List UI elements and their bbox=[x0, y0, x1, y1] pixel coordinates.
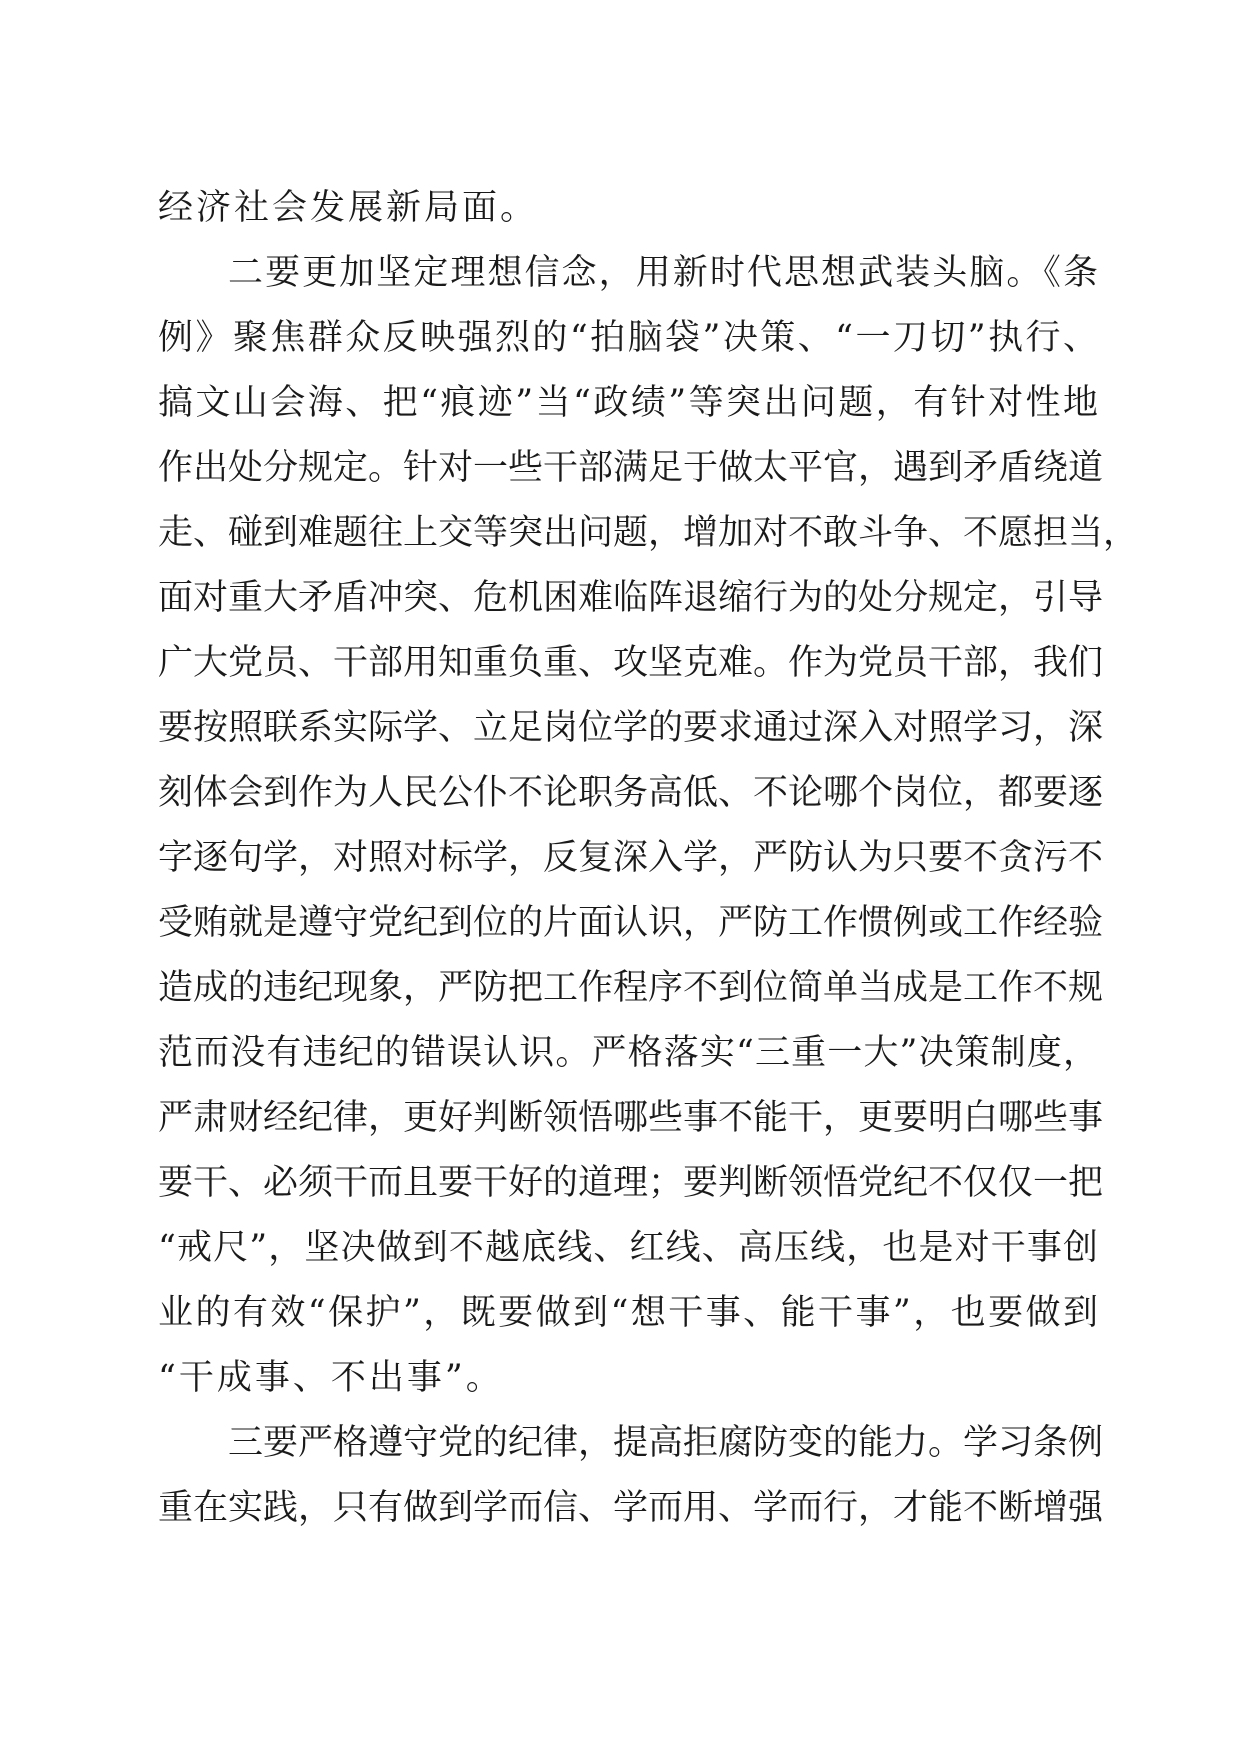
paragraph-2-last-line: “干成事、不出事”。 bbox=[158, 1358, 504, 1398]
text-line: 走、碰到难题往上交等突出问题，增加对不敢斗争、不愿担当， bbox=[158, 513, 1139, 553]
text-line: 造成的违纪现象，严防把工作程序不到位简单当成是工作不规 bbox=[158, 968, 1104, 1008]
document-body bbox=[158, 176, 1139, 1541]
text-line: 严肃财经纪律，更好判断领悟哪些事不能干，更要明白哪些事 bbox=[158, 1098, 1104, 1138]
text-line: 广大党员、干部用知重负重、攻坚克难。作为党员干部，我们 bbox=[158, 643, 1104, 683]
text-line: 作出处分规定。针对一些干部满足于做太平官，遇到矛盾绕道 bbox=[158, 448, 1104, 488]
text-line: 面对重大矛盾冲突、危机困难临阵退缩行为的处分规定，引导 bbox=[158, 578, 1104, 618]
text-line: “戒尺”，坚决做到不越底线、红线、高压线，也是对干事创 bbox=[158, 1228, 1098, 1268]
text-line: 要干、必须干而且要干好的道理；要判断领悟党纪不仅仅一把 bbox=[158, 1163, 1104, 1203]
paragraph-2-first-line: 二要更加坚定理想信念，用新时代思想武装头脑。《条 bbox=[228, 253, 1098, 293]
text-line: 受贿就是遵守党纪到位的片面认识，严防工作惯例或工作经验 bbox=[158, 903, 1104, 943]
text-line: 搞文山会海、把“痕迹”当“政绩”等突出问题，有针对性地 bbox=[158, 383, 1098, 423]
text-line: 刻体会到作为人民公仆不论职务高低、不论哪个岗位，都要逐 bbox=[158, 773, 1104, 813]
text-line: 范而没有违纪的错误认识。严格落实“三重一大”决策制度， bbox=[158, 1033, 1098, 1073]
text-line: 字逐句学，对照对标学，反复深入学，严防认为只要不贪污不 bbox=[158, 838, 1104, 878]
paragraph-3-first-line: 三要严格遵守党的纪律，提高拒腐防变的能力。学习条例 bbox=[228, 1423, 1104, 1463]
text-line: 例》聚焦群众反映强烈的“拍脑袋”决策、“一刀切”执行、 bbox=[158, 318, 1098, 358]
text-line: 要按照联系实际学、立足岗位学的要求通过深入对照学习，深 bbox=[158, 708, 1104, 748]
text-line: 重在实践，只有做到学而信、学而用、学而行，才能不断增强 bbox=[158, 1488, 1104, 1528]
text-line: 业的有效“保护”，既要做到“想干事、能干事”，也要做到 bbox=[158, 1293, 1098, 1333]
text-line: 经济社会发展新局面。 bbox=[158, 188, 539, 228]
